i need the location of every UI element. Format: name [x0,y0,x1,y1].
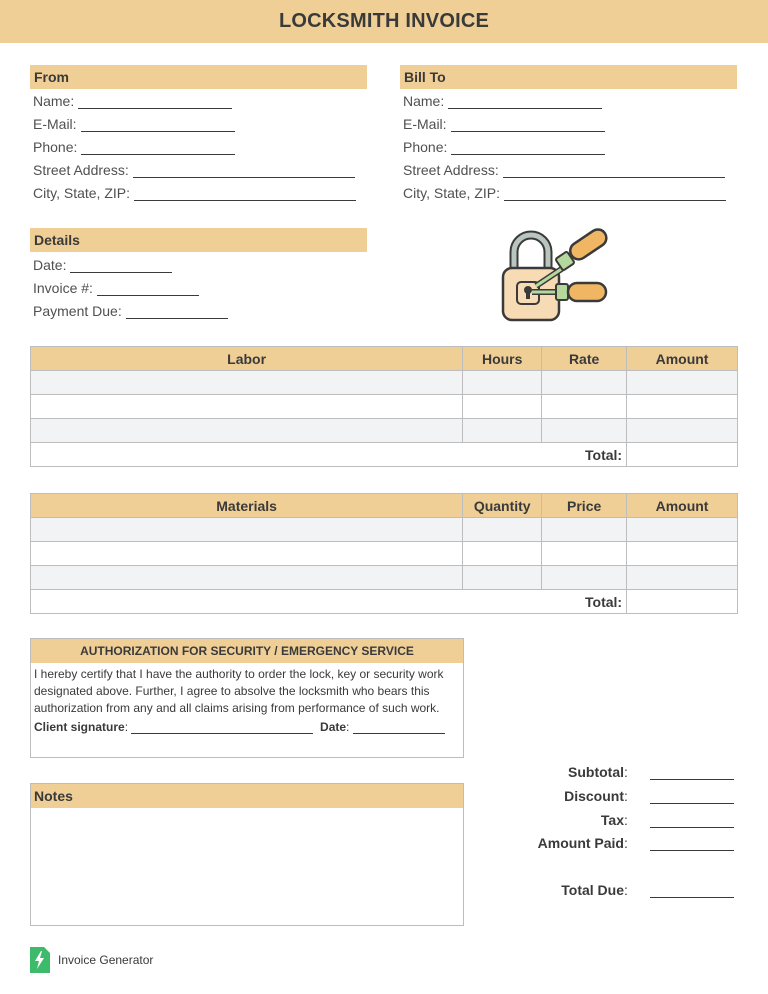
locksmith-illustration [496,228,612,324]
signature-row: Client signature : Date : [31,717,463,734]
date-label: Date [320,720,347,734]
table-cell[interactable] [463,419,542,443]
table-cell[interactable] [542,542,627,566]
footer-brand[interactable] [30,947,153,973]
authorization-box [30,638,464,758]
table-cell[interactable] [31,518,463,542]
authorization-text: I hereby certify that I have the authority to order the lock, key or security work designated above. Further, I agree to absolve the locksmith who bears this authorization from any and all claims arising from performance of such work. [34,667,444,715]
table-cell[interactable] [463,518,542,542]
invoice-number-field[interactable]: Invoice #: [33,278,199,296]
labor-column-header: Labor [31,347,463,371]
materials-total-label: Total: [31,590,627,614]
subtotal-row: Subtotal : [500,762,740,780]
table-cell[interactable] [31,419,463,443]
total-due-label: Total Due [561,882,624,898]
amount-column-header: Amount [627,494,738,518]
payment-due-field[interactable]: Payment Due: [33,301,228,319]
table-cell[interactable] [542,518,627,542]
discount-row: Discount : [500,786,740,804]
table-row [31,371,738,395]
from-street-field[interactable]: Street Address: [33,160,355,178]
table-cell[interactable] [31,395,463,419]
table-cell[interactable] [463,395,542,419]
bill-to-heading: Bill To [400,65,737,89]
table-cell[interactable] [31,542,463,566]
table-cell[interactable] [542,419,627,443]
table-cell[interactable] [463,542,542,566]
table-row [31,395,738,419]
table-cell[interactable] [627,395,738,419]
from-heading: From [30,65,367,89]
subtotal-line[interactable] [650,766,734,780]
table-cell[interactable] [31,566,463,590]
materials-total-row [31,590,738,614]
discount-line[interactable] [650,790,734,804]
table-cell[interactable] [463,566,542,590]
lightning-bolt-icon [30,947,50,973]
table-cell[interactable] [627,371,738,395]
price-column-header: Price [542,494,627,518]
bill-to-name-field[interactable]: Name: [403,91,602,109]
from-city-field[interactable]: City, State, ZIP: [33,183,356,201]
from-name-field[interactable]: Name: [33,91,232,109]
authorization-heading: AUTHORIZATION FOR SECURITY / EMERGENCY SERVICE [31,639,463,663]
signature-date-line[interactable] [353,721,445,734]
tax-label: Tax [600,812,624,828]
table-cell[interactable] [542,395,627,419]
bill-to-street-field[interactable]: Street Address: [403,160,725,178]
labor-total-row [31,443,738,467]
total-due-line[interactable] [650,884,734,898]
amount-paid-line[interactable] [650,837,734,851]
table-cell[interactable] [627,419,738,443]
quantity-column-header: Quantity [463,494,542,518]
discount-label: Discount [564,788,624,804]
labor-total-label: Total: [31,443,627,467]
materials-total-cell[interactable] [627,590,738,614]
bill-to-email-field[interactable]: E-Mail: [403,114,605,132]
table-row [31,566,738,590]
materials-header-row [31,494,738,518]
labor-header-row [31,347,738,371]
client-signature-label: Client signature [34,720,125,734]
notes-box[interactable] [30,783,464,926]
amount-paid-row: Amount Paid : [500,833,740,851]
table-cell[interactable] [627,566,738,590]
table-row [31,518,738,542]
table-cell[interactable] [463,371,542,395]
title-bar [0,0,768,43]
materials-column-header: Materials [31,494,463,518]
labor-total-cell[interactable] [627,443,738,467]
table-cell[interactable] [627,518,738,542]
table-row [31,542,738,566]
labor-table [30,346,738,467]
bill-to-city-field[interactable]: City, State, ZIP: [403,183,726,201]
amount-paid-label: Amount Paid [537,835,624,851]
table-cell[interactable] [31,371,463,395]
date-field[interactable]: Date: [33,255,172,273]
hours-column-header: Hours [463,347,542,371]
table-cell[interactable] [627,542,738,566]
tax-row: Tax : [500,810,740,828]
amount-column-header: Amount [627,347,738,371]
subtotal-label: Subtotal [568,764,624,780]
bill-to-phone-field[interactable]: Phone: [403,137,605,155]
tax-line[interactable] [650,814,734,828]
table-row [31,419,738,443]
total-due-row: Total Due : [500,880,740,898]
details-heading: Details [30,228,367,252]
notes-heading: Notes [31,784,463,808]
invoice-title: LOCKSMITH INVOICE [278,10,490,32]
rate-column-header: Rate [542,347,627,371]
client-signature-line[interactable] [131,721,313,734]
footer-brand-label: Invoice Generator [58,953,154,967]
table-cell[interactable] [542,371,627,395]
from-email-field[interactable]: E-Mail: [33,114,235,132]
from-phone-field[interactable]: Phone: [33,137,235,155]
table-cell[interactable] [542,566,627,590]
materials-table [30,493,738,614]
